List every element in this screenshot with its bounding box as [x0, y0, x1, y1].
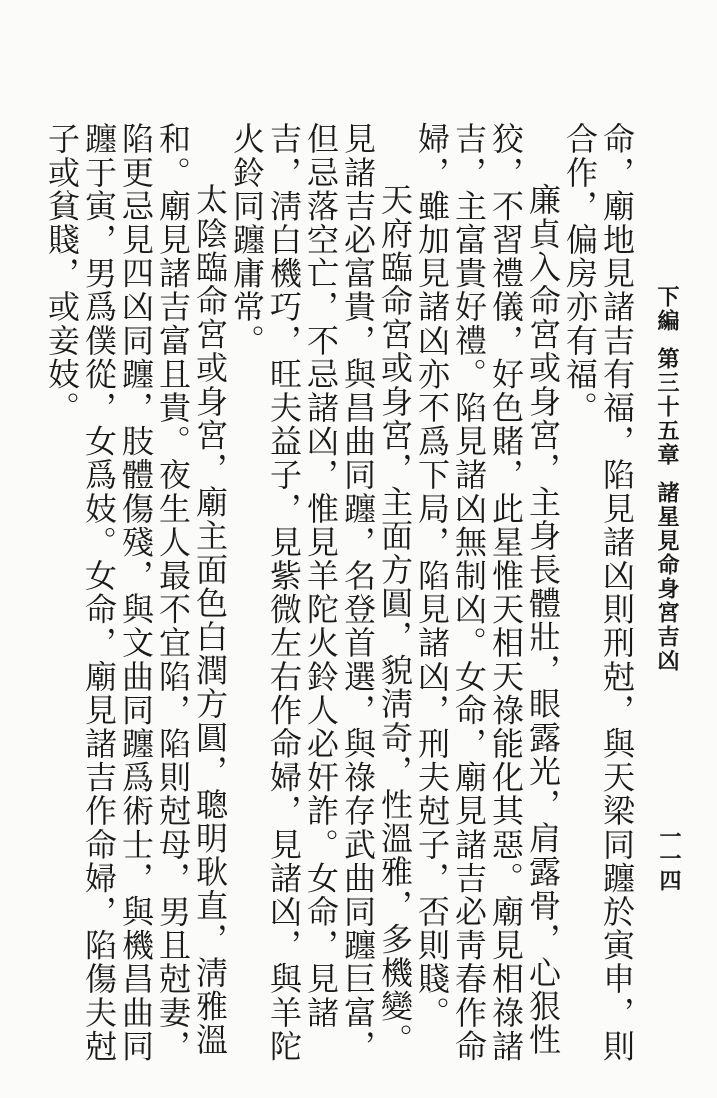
body-text [43, 122, 635, 1067]
running-header [652, 285, 682, 673]
chapter-title: 諸星見命身宮吉凶 [654, 481, 680, 673]
paragraph: 天府臨命宮或身宮，主面方圓，貌淸奇，性溫雅，多機變。見諸吉必富貴，與昌曲同躔，名登首選，與祿存武曲同躔巨富，但忌落空亡，不忌諸凶，惟見羊陀火鈴人必奸詐。女命，見諸吉，淸白機巧，旺夫益子，見紫微左右作命婦，見諸凶，與羊陀火鈴同躔庸常。 [228, 122, 414, 1063]
page-number: 一一四 [656, 825, 682, 891]
chapter-label: 第三十五章 [654, 347, 680, 467]
paragraph: 太陰臨命宮或身宮，廟主面色白潤方圓，聰明耿直，淸雅溫和。廟見諸吉富且貴。夜生人最不宜陷，陷則尅母，男且尅妻，陷更忌見四凶同躔，肢體傷殘，與文曲同躔爲術士，與機昌曲同躔于寅，男爲僕從，女爲妓。女命，廟見諸吉作命婦，陷傷夫尅子或貧賤，或妾妓。 [43, 122, 229, 1063]
paragraph: 廉貞入命宮或身宮，主身長體壯，眼露光，肩露骨，心狠性狡，不習禮儀，好色賭，此星惟天相天祿能化其惡。廟見相祿諸吉，主富貴好禮。陷見諸凶無制凶。女命，廟見諸吉必靑春作命婦，雖加見諸凶亦不爲下局，陷見諸凶，刑夫尅子，否則賤。 [413, 122, 562, 1063]
paragraph: 命，廟地見諸吉有福，陷見諸凶則刑尅，與天梁同躔於寅申，則合作，偏房亦有福。 [561, 122, 636, 1063]
section-label: 下編 [654, 285, 680, 333]
